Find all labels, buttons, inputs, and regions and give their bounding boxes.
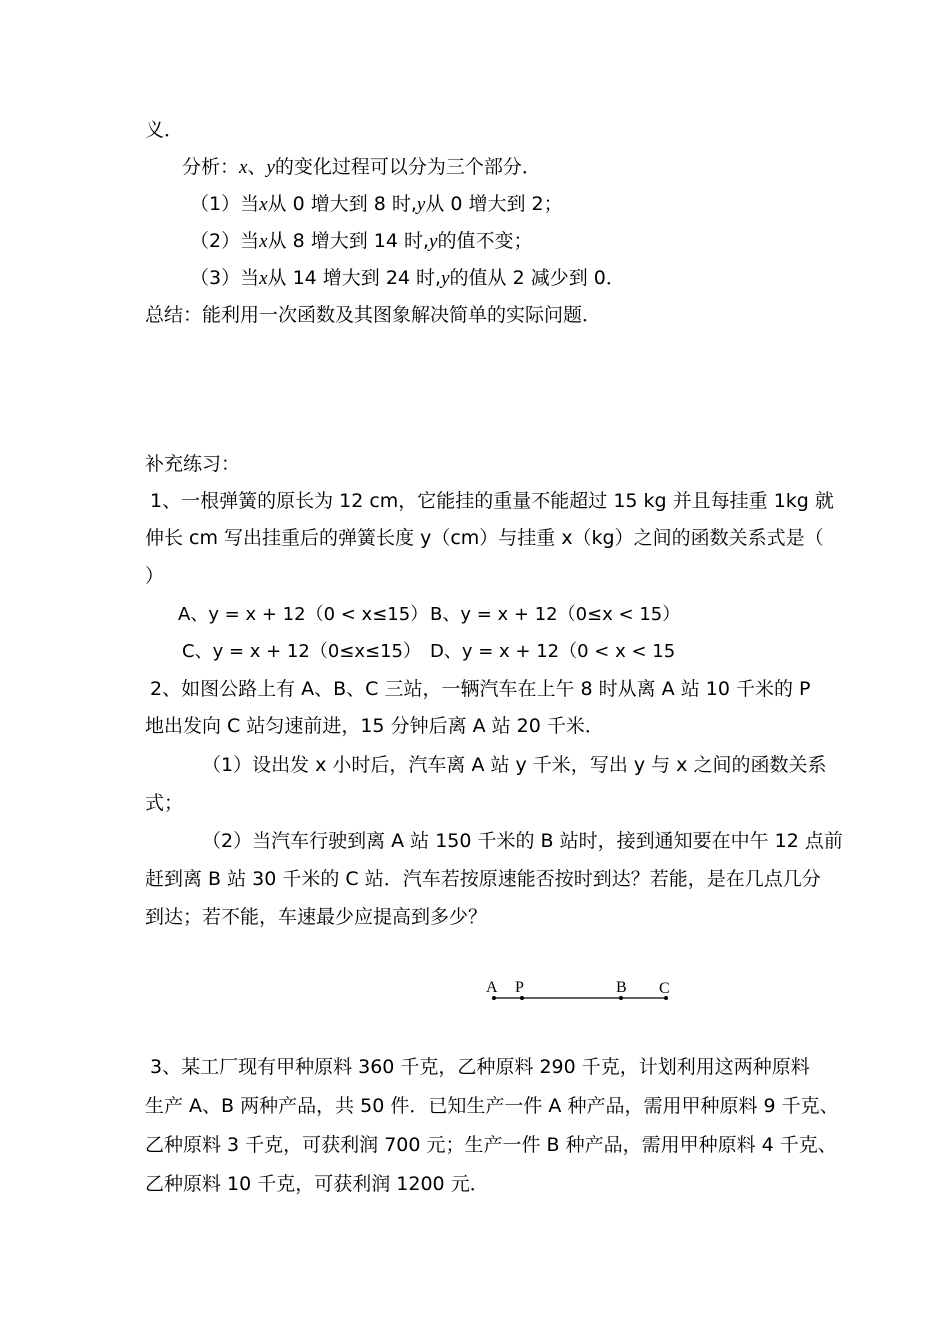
part-2-middle: 从 8 增大到 14 时, xyxy=(267,230,429,252)
var-x: x xyxy=(259,268,268,289)
q3-line-4: 乙种原料 10 千克，可获利润 1200 元． xyxy=(145,1173,489,1195)
q1-option-d: D、y = x + 12（0 < x < 15 xyxy=(430,641,676,662)
q2-sub2-line-1: （2）当汽车行驶到离 A 站 150 千米的 B 站时，接到通知要在中午 12 点前 xyxy=(202,830,843,852)
part-3-line xyxy=(190,266,625,291)
analysis-label: 分析： xyxy=(182,156,240,178)
part-1-middle: 从 0 增大到 8 时, xyxy=(267,193,417,215)
var-y: y xyxy=(266,157,275,178)
q1-line-1: 1、一根弹簧的原长为 12 cm，它能挂的重量不能超过 15 kg 并且每挂重 1kg 就 xyxy=(150,490,834,512)
var-y: y xyxy=(416,194,426,215)
part-1-line xyxy=(190,192,563,217)
var-y: y xyxy=(441,268,450,289)
part-1-end: 从 0 增大到 2； xyxy=(425,193,563,215)
q1-option-c: C、y = x + 12（0≤x≤15） xyxy=(182,641,422,662)
road-diagram xyxy=(480,972,680,1012)
part-3-end: 的值从 2 减少到 0． xyxy=(449,267,625,289)
var-y: y xyxy=(429,231,438,252)
text-line: 义． xyxy=(145,119,184,141)
label-b: B xyxy=(616,979,627,996)
q1-option-a: A、y = x + 12（0 < x≤15） xyxy=(178,604,429,625)
analysis-text: 的变化过程可以分为三个部分． xyxy=(274,156,541,178)
var-x: x xyxy=(259,194,268,215)
point-p-dot xyxy=(520,996,524,1000)
q3-line-2: 生产 A、B 两种产品，共 50 件．已知生产一件 A 种产品，需用甲种原料 9 千克、 xyxy=(145,1095,839,1117)
separator: 、 xyxy=(247,156,267,178)
q2-sub2-line-2: 赶到离 B 站 30 千米的 C 站．汽车若按原速能否按时到达？若能，是在几点几分 xyxy=(145,868,821,890)
var-x: x xyxy=(259,231,268,252)
exercise-title: 补充练习： xyxy=(145,453,241,475)
q2-line-1: 2、如图公路上有 A、B、C 三站，一辆汽车在上午 8 时从离 A 站 10 千米的 P xyxy=(150,678,811,700)
analysis-line xyxy=(182,155,541,180)
q1-line-2: 伸长 cm 写出挂重后的弹簧长度 y（cm）与挂重 x（kg）之间的函数关系式是（ xyxy=(145,527,824,549)
q1-option-b: B、y = x + 12（0≤x < 15） xyxy=(430,604,681,625)
part-3-middle: 从 14 增大到 24 时, xyxy=(267,267,442,289)
part-3-prefix: （3）当 xyxy=(190,267,260,289)
summary-line: 总结：能利用一次函数及其图象解决简单的实际问题． xyxy=(145,304,602,326)
label-a: A xyxy=(486,979,498,996)
q2-sub1-line-1: （1）设出发 x 小时后，汽车离 A 站 y 千米，写出 y 与 x 之间的函数关系 xyxy=(202,754,827,776)
station-b-dot xyxy=(619,996,623,1000)
part-2-line xyxy=(190,229,532,254)
q3-line-1: 3、某工厂现有甲种原料 360 千克，乙种原料 290 千克，计划利用这两种原料 xyxy=(150,1056,810,1078)
q2-sub2-line-3: 到达；若不能，车速最少应提高到多少？ xyxy=(145,906,488,928)
var-x: x xyxy=(239,157,248,178)
label-c: C xyxy=(659,980,670,997)
q3-line-3: 乙种原料 3 千克，可获利润 700 元；生产一件 B 种产品，需用甲种原料 4 千克、 xyxy=(145,1134,837,1156)
part-1-prefix: （1）当 xyxy=(190,193,260,215)
q1-line-3: ） xyxy=(145,565,165,587)
label-p: P xyxy=(515,979,524,996)
q2-sub1-line-2: 式； xyxy=(145,792,184,814)
part-2-prefix: （2）当 xyxy=(190,230,260,252)
part-2-end: 的值不变； xyxy=(437,230,533,252)
station-a-dot xyxy=(492,996,496,1000)
q2-line-2: 地出发向 C 站匀速前进，15 分钟后离 A 站 20 千米． xyxy=(145,715,604,737)
